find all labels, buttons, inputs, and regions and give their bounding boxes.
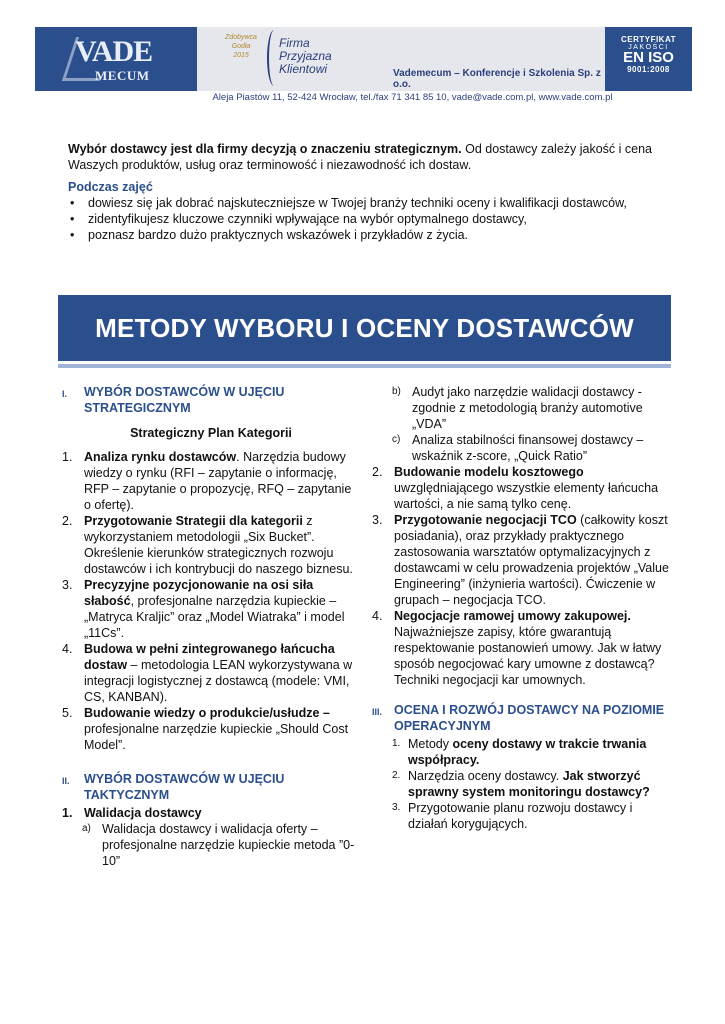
- list-item: 2. Przygotowanie Strategii dla kategorii z wykorzystaniem metodologii „Six Bucket”. Określenie kierunków strategicznych rozwoju dostawców i ich kontrybucji do naszego biznesu.: [62, 514, 353, 576]
- list-item: • dowiesz się jak dobrać najskuteczniejsze w Twojej branży techniki oceny i kwalifikacji dostawców,: [68, 195, 668, 211]
- title-banner: [58, 295, 671, 361]
- benefits-list: [68, 195, 668, 243]
- list-item: 3. Precyzyjne pozycjonowanie na osi siła słabość, profesjonalne narzędzia kupieckie – „Matryca Kraljic” oraz „Model Wiatraka” i model „11Cs”.: [62, 578, 345, 640]
- letterhead: [35, 27, 692, 91]
- list-item: 4. Negocjacje ramowej umowy zakupowej. Najważniejsze zapisy, które gwarantują respektowanie postanowień umowy. Jak w łatwy sposób negocjować kary umowne z dostawcą? Techniki negocjacji kar umownych.: [372, 609, 662, 687]
- subheading: Strategiczny Plan Kategorii: [130, 426, 292, 440]
- section-heading: I. WYBÓR DOSTAWCÓW W UJĘCIU STRATEGICZNYM: [62, 385, 285, 415]
- list-item: 2. Budowanie modelu kosztowego uwzględniającego wszystkie elementy łańcucha wartości, a nie samą tylko cenę.: [372, 465, 659, 511]
- list-item: 2. Narzędzia oceny dostawcy. Jak stworzyć sprawny system monitoringu dostawcy?: [392, 769, 650, 799]
- list-item: 1. Metody oceny dostawy w trakcie trwania współpracy.: [392, 737, 647, 767]
- award-title: Firma Przyjazna Klientowi: [279, 36, 332, 76]
- list-item: 1. Analiza rynku dostawców. Narzędzia budowy wiedzy o rynku (RFI – zapytanie o informację, RFP – zapytanie o propozycję, RFQ – zapytanie o ofertę).: [62, 450, 352, 512]
- right-column: [372, 384, 672, 832]
- banner-underline: [58, 364, 671, 368]
- page-title: METODY WYBORU I OCENY DOSTAWCÓW: [95, 312, 634, 343]
- list-item: 1. Walidacja dostawcy: [62, 806, 202, 820]
- company-name: Vademecum – Konferencje i Szkolenia Sp. z o.o.: [393, 68, 601, 90]
- section-heading: III. OCENA I ROZWÓJ DOSTAWCY NA POZIOMIE OPERACYJNYM: [372, 703, 665, 733]
- section-heading: II. WYBÓR DOSTAWCÓW W UJĘCIU TAKTYCZNYM: [62, 772, 285, 802]
- list-item: 5. Budowanie wiedzy o produkcie/usłudze – profesjonalne narzędzie kupieckie „Should Cost Model”.: [62, 706, 349, 752]
- logo-text-mecum: MECUM: [95, 68, 150, 83]
- left-column: [62, 384, 360, 869]
- list-item: b) Audyt jako narzędzie walidacji dostawcy - zgodnie z metodologią branży automotive „VDA”: [392, 385, 643, 431]
- list-item: 3. Przygotowanie planu rozwoju dostawcy i działań korygujących.: [392, 801, 633, 831]
- iso-certificate-badge: CERTYFIKAT JAKOŚCI EN ISO 9001:2008: [605, 27, 692, 91]
- list-item: • poznasz bardzo dużo praktycznych wskazówek i przykładów z życia.: [68, 227, 668, 243]
- list-item: c) Analiza stabilności finansowej dostawcy – wskaźnik z-score, „Quick Ratio”: [392, 433, 644, 463]
- logo-text-vade: VADE: [75, 35, 153, 68]
- list-item: 3. Przygotowanie negocjacji TCO (całkowity koszt posiadania), oraz przykłady praktycznego zastosowania warsztatów optymalizacyjnych z dostawcami w celu prowadzenia projektów „Value Engineering” (inżynieria wartości). Ćwiczenie w grupach – negocjacja TCO.: [372, 513, 669, 607]
- intro-paragraph: Wybór dostawcy jest dla firmy decyzją o znaczeniu strategicznym. Od dostawcy zależy jakość i cena Waszych produktów, usług oraz terminowość i niezawodność ich dostaw.: [68, 142, 653, 172]
- vademecum-logo: [35, 27, 197, 91]
- award-emblem-text: Zdobywca Godła 2015: [225, 34, 257, 59]
- list-item: 4. Budowa w pełni zintegrowanego łańcucha dostaw – metodologia LEAN wykorzystywana w integracji logistycznej z dostawcą (modele: VMI, CS, KANBAN).: [62, 642, 353, 704]
- list-item: a) Walidacja dostawcy i walidacja oferty – profesjonalne narzędzie kupieckie metoda ”0-10”: [82, 822, 355, 868]
- list-item: • zidentyfikujesz kluczowe czynniki wpływające na wybór optymalnego dostawcy,: [68, 211, 668, 227]
- intro-section: [68, 141, 668, 243]
- award-banner: [197, 27, 605, 91]
- during-heading: Podczas zajęć: [68, 180, 153, 194]
- company-address: Aleja Piastów 11, 52-424 Wrocław, tel./fax 71 341 85 10, vade@vade.com.pl, www.vade.com.pl: [212, 92, 613, 103]
